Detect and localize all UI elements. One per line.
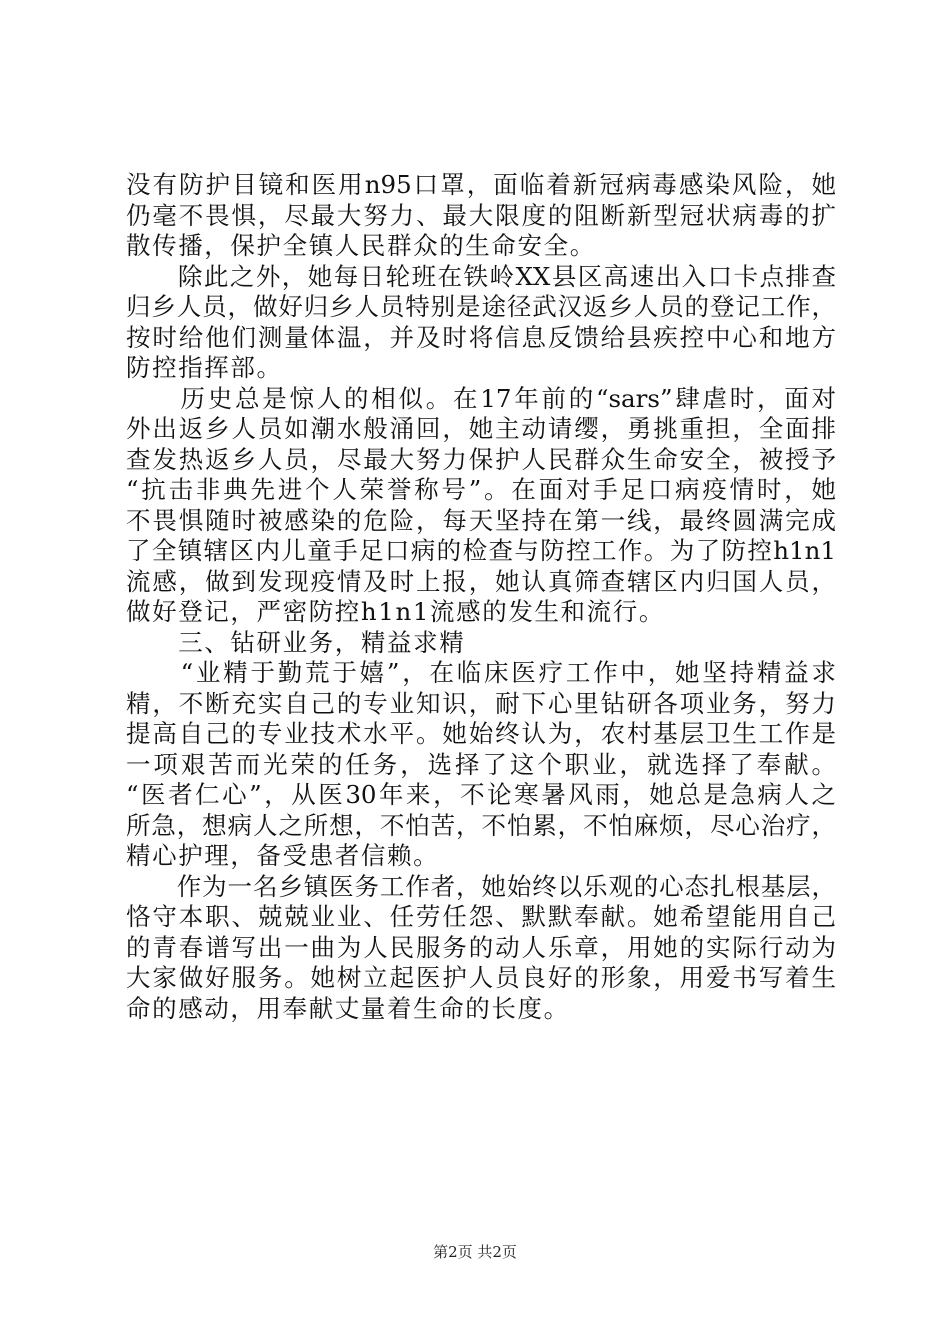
- document-body: [126, 170, 836, 1024]
- text-line: 归乡人员，做好归乡人员特别是途径武汉返乡人员的登记工作，: [126, 292, 836, 321]
- text-line: 提高自己的专业技术水平。她始终认为，农村基层卫生工作是: [126, 719, 836, 748]
- text-line: 查发热返乡人员，尽最大努力保护人民群众生命安全，被授予: [126, 444, 836, 474]
- text-line: 按时给他们测量体温，并及时将信息反馈给县疾控中心和地方: [126, 322, 836, 352]
- text-line: 恪守本职、兢兢业业、任劳任怨、默默奉献。她希望能用自己: [126, 902, 836, 931]
- text-line: 外出返乡人员如潮水般涌回，她主动请缨，勇挑重担，全面排: [126, 414, 836, 443]
- text-line: 精，不断充实自己的专业知识，耐下心里钻研各项业务，努力: [126, 688, 836, 718]
- text-line: 大家做好服务。她树立起医护人员良好的形象，用爱书写着生: [126, 963, 836, 992]
- section-heading: 三、钻研业务，精益求精: [126, 627, 466, 657]
- text-line: 防控指挥部。: [126, 353, 283, 382]
- text-line: 散传播，保护全镇人民群众的生命安全。: [126, 231, 596, 260]
- text-line: 精心护理，备受患者信赖。: [126, 841, 440, 870]
- text-line: 没有防护目镜和医用n95口罩，面临着新冠病毒感染风险，她: [126, 170, 836, 199]
- text-line: “医者仁心”，从医30年来，不论寒暑风雨，她总是急病人之: [126, 780, 836, 809]
- text-line: 历史总是惊人的相似。在17年前的“sars”肆虐时，面对: [126, 383, 836, 413]
- text-line: 流感，做到发现疫情及时上报，她认真筛查辖区内归国人员，: [126, 566, 836, 596]
- page-number-footer: 第2页 共2页: [433, 1243, 517, 1261]
- text-line: 命的感动，用奉献丈量着生命的长度。: [126, 993, 570, 1023]
- text-line: “抗击非典先进个人荣誉称号”。在面对手足口病疫情时，她: [126, 475, 836, 504]
- text-line: 所急，想病人之所想，不怕苦，不怕累，不怕麻烦，尽心治疗，: [126, 810, 836, 840]
- text-line: 做好登记，严密防控h1n1流感的发生和流行。: [126, 597, 665, 626]
- text-line: 一项艰苦而光荣的任务，选择了这个职业，就选择了奉献。: [126, 749, 836, 779]
- text-line: 了全镇辖区内儿童手足口病的检查与防控工作。为了防控h1n1: [126, 536, 836, 565]
- text-line: 仍毫不畏惧，尽最大努力、最大限度的阻断新型冠状病毒的扩: [126, 200, 836, 230]
- text-line: “业精于勤荒于嬉”，在临床医疗工作中，她坚持精益求: [126, 658, 836, 687]
- text-line: 不畏惧随时被感染的危险，每天坚持在第一线，最终圆满完成: [126, 505, 836, 535]
- text-line: 的青春谱写出一曲为人民服务的动人乐章，用她的实际行动为: [126, 932, 836, 962]
- text-line: 除此之外，她每日轮班在铁岭XX县区高速出入口卡点排查: [126, 261, 836, 291]
- text-line: 作为一名乡镇医务工作者，她始终以乐观的心态扎根基层，: [126, 871, 836, 901]
